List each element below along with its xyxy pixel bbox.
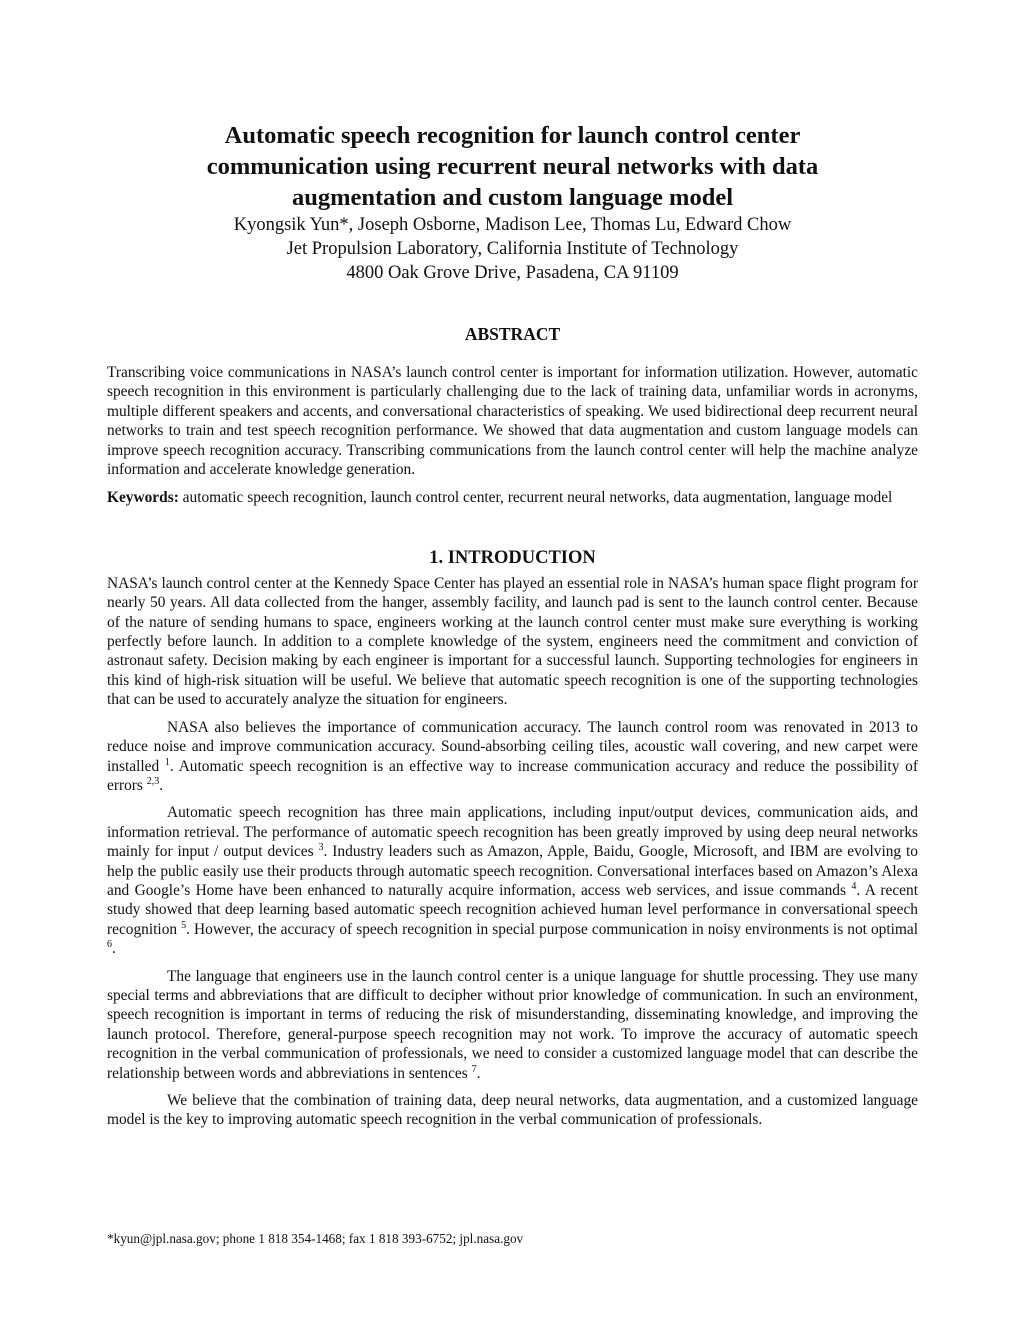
title-line: augmentation and custom language model (291, 184, 734, 211)
citation: 1 (164, 756, 170, 768)
paragraph: NASA also believes the importance of communication accuracy. The launch control room was renovated in 2013 to reduce noise and improve communication accuracy. Sound-absorbing ceiling tiles, acoustic wall covering, and new carpet were installed $^1$. Automatic speech recognition is an effective way to increase communication accuracy and reduce the possibility of errors $^{2,3}$. (107, 718, 918, 794)
keywords-text: automatic speech recognition, launch control center, recurrent neural networks, data augmentation, language model (178, 489, 893, 507)
author-list: Kyongsik Yun*, Joseph Osborne, Madison Lee, Thomas Lu, Edward Chow (233, 215, 792, 235)
abstract-body: Transcribing voice communications in NASA’s launch control center is important for information utilization. However, automatic speech recognition in this environment is particularly challenging due to the lack of training data, unfamiliar words in acronyms, multiple different speakers and accents, and conversational characteristics of speaking. We used bidirectional deep recurrent neural networks to train and test speech recognition performance. We showed that data augmentation and custom language models can improve speech recognition accuracy. Transcribing communications from the launch control center will help the machine analyze information and accelerate knowledge generation. (107, 364, 918, 479)
paper-title (107, 120, 918, 213)
introduction-section (107, 574, 918, 1130)
citation: 7 (471, 1063, 477, 1075)
affiliation: Jet Propulsion Laboratory, California Institute of Technology (286, 239, 739, 259)
paragraph: NASA’s launch control center at the Kennedy Space Center has played an essential role in NASA’s human space flight program for nearly 50 years. All data collected from the hanger, assembly facility, and launch pad is sent to the launch control center. Because of the nature of sending humans to space, engineers working at the launch control center must make sure everything is working perfectly before launch. In addition to a complete knowledge of the system, engineers need the commitment and conviction of astronaut safety. Decision making by each engineer is important for a successful launch. Supporting technologies for engineers in this kind of high-risk situation will be useful. We believe that automatic speech recognition is one of the supporting technologies that can be used to accurately analyze the situation for engineers. (107, 574, 918, 709)
citation: 5 (181, 919, 187, 931)
address: 4800 Oak Grove Drive, Pasadena, CA 91109 (346, 263, 679, 283)
footnote-contact: *kyun@jpl.nasa.gov; phone 1 818 354-1468; fax 1 818 393-6752; jpl.nasa.gov (107, 1231, 524, 1246)
citation: 3 (318, 842, 324, 853)
title-line: communication using recurrent neural networks with data (206, 153, 819, 180)
keywords-label: Keywords: (107, 489, 179, 507)
title-line: Automatic speech recognition for launch control center (224, 122, 801, 149)
abstract-heading: ABSTRACT (464, 324, 561, 344)
citation: 2,3 (146, 775, 160, 787)
paragraph: We believe that the combination of training data, deep neural networks, data augmentation, and a customized language model is the key to improving automatic speech recognition in the verbal communication of professionals. (107, 1092, 918, 1129)
citation: 6 (107, 939, 112, 951)
paragraph: The language that engineers use in the launch control center is a unique language for shuttle processing. They use many special terms and abbreviations that are difficult to decipher without prior knowledge of communication. In such an environment, speech recognition is important in terms of reducing the risk of misunderstanding, disseminating knowledge, and improving the launch protocol. Therefore, general-purpose speech recognition may not work. To improve the accuracy of automatic speech recognition in the verbal communication of professionals, we need to consider a customized language model that can describe the relationship between words and abbreviations in sentences $^7$. (107, 967, 918, 1082)
citation: 4 (851, 880, 857, 892)
paragraph: Automatic speech recognition has three main applications, including input/output devices, communication aids, and information retrieval. The performance of automatic speech recognition has been greatly improved by using deep neural networks mainly for input / output devices $^3$. Industry leaders such as Amazon, Apple, Baidu, Google, Microsoft, and IBM are evolving to help the public easily use their products through automatic speech recognition. Conversational interfaces based on Amazon’s Alexa and Google’s Home have been enhanced to naturally acquire information, access web services, and issue commands $^4$. A recent study showed that deep learning based automatic speech recognition achieved human level performance in conversational speech recognition $^5$. However, the accuracy of speech recognition in special purpose communication in noisy environments is not optimal $^6$. (107, 804, 918, 958)
paper-page (107, 120, 918, 1130)
section-heading-introduction: 1. INTRODUCTION (429, 547, 596, 568)
keywords (107, 488, 918, 507)
